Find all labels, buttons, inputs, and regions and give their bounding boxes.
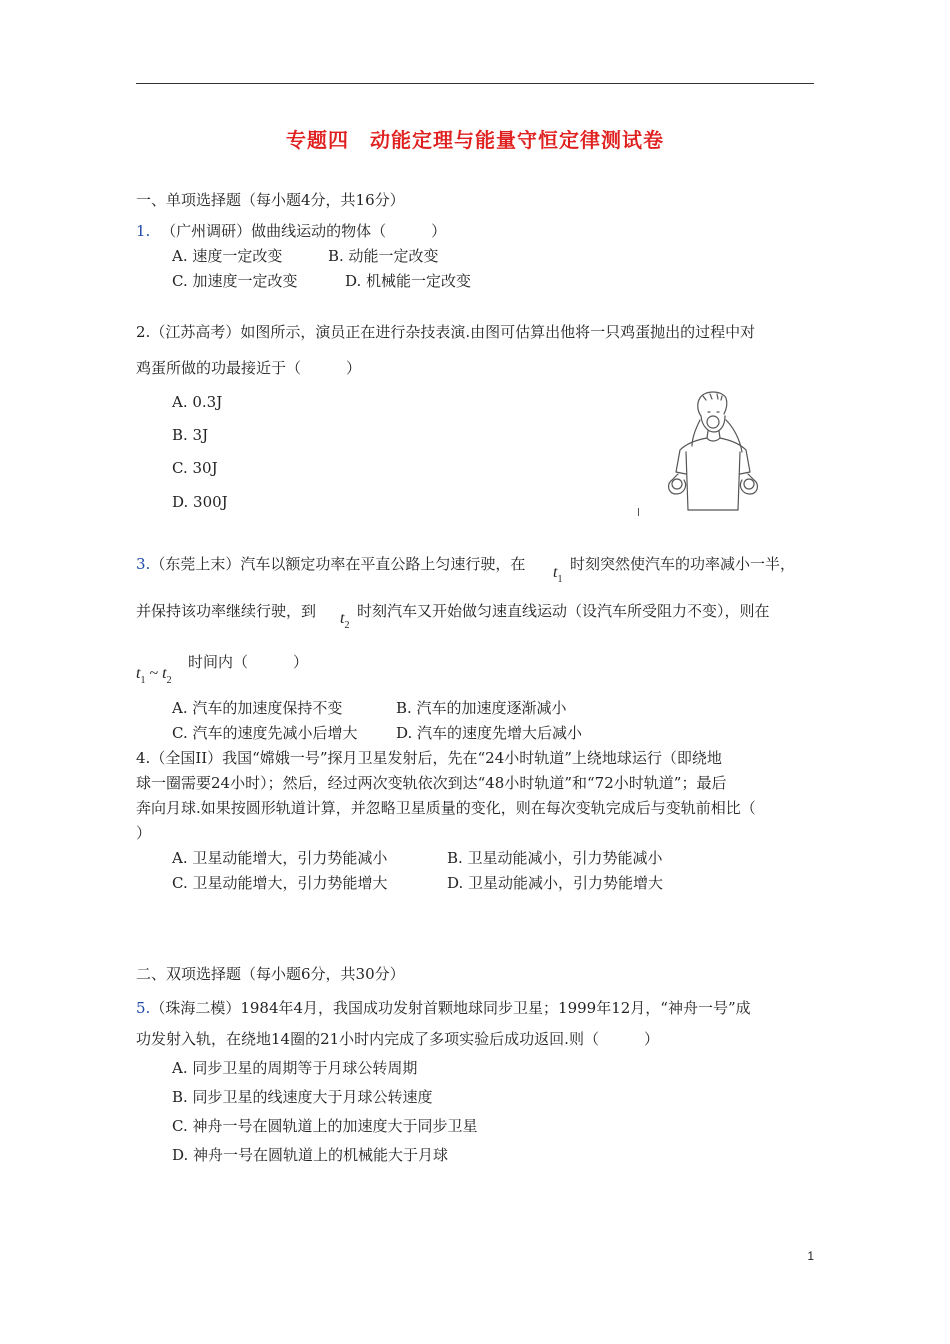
q4-option-a: A. 卫星动能增大，引力势能减小	[172, 849, 388, 867]
question-5-line-1	[136, 998, 751, 1018]
question-2-line-2: 鸡蛋所做的功最接近于（ ）	[136, 359, 362, 377]
question-1-number: 1.	[136, 222, 151, 240]
time-range	[136, 664, 172, 686]
question-5-number: 5.	[136, 999, 151, 1017]
t1-letter: t	[553, 564, 558, 581]
q5-option-b: B. 同步卫星的线速度大于月球公转速度	[172, 1088, 433, 1106]
range-t2-letter: t	[162, 665, 167, 682]
section-2-heading: 二、双项选择题（每小题6分，共30分）	[136, 965, 405, 983]
t2-letter: t	[340, 610, 345, 627]
range-t1-subscript: 1	[140, 675, 146, 686]
question-4-line-3: 奔向月球.如果按圆形轨道计算，并忽略卫星质量的变化，则在每次变轨完成后与变轨前相比（	[136, 799, 756, 817]
page-title: 专题四 动能定理与能量守恒定律测试卷	[286, 128, 664, 152]
page-number: 1	[807, 1249, 814, 1263]
question-2-text: （江苏高考）如图所示，演员正在进行杂技表演.由图可估算出他将一只鸡蛋抛出的过程中对	[150, 323, 756, 341]
range-t2-subscript: 2	[166, 675, 172, 686]
q1-option-b: B. 动能一定改变	[328, 247, 439, 265]
question-4-line-4: ）	[136, 824, 152, 842]
question-4-text-1: （全国II）我国“嫦娥一号”探月卫星发射后，先在“24小时轨道”上绕地球运行（即绕地	[150, 749, 722, 767]
question-1-stem: （广州调研）做曲线运动的物体（ ）	[161, 222, 447, 240]
question-4-line-1	[136, 748, 722, 768]
q4-option-c: C. 卫星动能增大，引力势能增大	[172, 874, 388, 892]
q3-option-b: B. 汽车的加速度逐渐减小	[396, 699, 567, 717]
question-3-text-1b: 时刻突然使汽车的功率减小一半，	[570, 555, 796, 573]
question-2-line-1	[136, 322, 755, 342]
question-3-line-1	[136, 554, 525, 574]
q5-option-a: A. 同步卫星的周期等于月球公转周期	[172, 1059, 418, 1077]
q3-option-c: C. 汽车的速度先减小后增大	[172, 724, 358, 742]
q5-option-d: D. 神舟一号在圆轨道上的机械能大于月球	[172, 1146, 449, 1164]
question-4-number: 4.	[136, 749, 151, 767]
q2-option-c: C. 30J	[172, 459, 218, 477]
top-rule	[136, 83, 814, 84]
question-5-text-1: （珠海二模）1984年4月，我国成功发射首颗地球同步卫星；1999年12月，“神舟一号”成	[150, 999, 751, 1017]
q5-option-c: C. 神舟一号在圆轨道上的加速度大于同步卫星	[172, 1117, 478, 1135]
range-t1-letter: t	[136, 665, 141, 682]
q3-option-a: A. 汽车的加速度保持不变	[172, 699, 343, 717]
question-3-text-2a: 并保持该功率继续行驶，到	[136, 602, 317, 620]
question-3-number: 3.	[136, 555, 151, 573]
q4-option-b: B. 卫星动能减小，引力势能减小	[447, 849, 663, 867]
q2-option-d: D. 300J	[172, 493, 228, 511]
q4-option-d: D. 卫星动能减小，引力势能增大	[447, 874, 664, 892]
question-3-text-2b: 时刻汽车又开始做匀速直线运动（设汽车所受阻力不变），则在	[357, 602, 770, 620]
t2-subscript: 2	[344, 620, 350, 631]
juggler-figure	[630, 388, 780, 520]
question-5-line-2: 功发射入轨，在绕地14圈的21小时内完成了多项实验后成功返回.则（ ）	[136, 1030, 659, 1048]
q1-option-c: C. 加速度一定改变	[172, 272, 298, 290]
question-4-line-2: 球一圈需要24小时）；然后，经过两次变轨依次到达“48小时轨道”和“72小时轨道”；最后	[136, 774, 727, 792]
q1-option-a: A. 速度一定改变	[172, 247, 283, 265]
range-tilde: ~	[145, 665, 163, 682]
q2-option-b: B. 3J	[172, 426, 209, 444]
q1-option-d: D. 机械能一定改变	[345, 272, 472, 290]
question-3-line-3: 时间内（ ）	[188, 653, 309, 671]
q3-option-d: D. 汽车的速度先增大后减小	[396, 724, 583, 742]
question-2-number: 2.	[136, 323, 151, 341]
question-1	[136, 221, 446, 241]
t1-subscript: 1	[557, 574, 563, 585]
section-1-heading: 一、单项选择题（每小题4分，共16分）	[136, 191, 405, 209]
symbol-t2	[340, 609, 349, 631]
q2-option-a: A. 0.3J	[172, 393, 223, 411]
symbol-t1	[553, 563, 562, 585]
question-3-text-1a: （东莞上末）汽车以额定功率在平直公路上匀速行驶，在	[150, 555, 526, 573]
